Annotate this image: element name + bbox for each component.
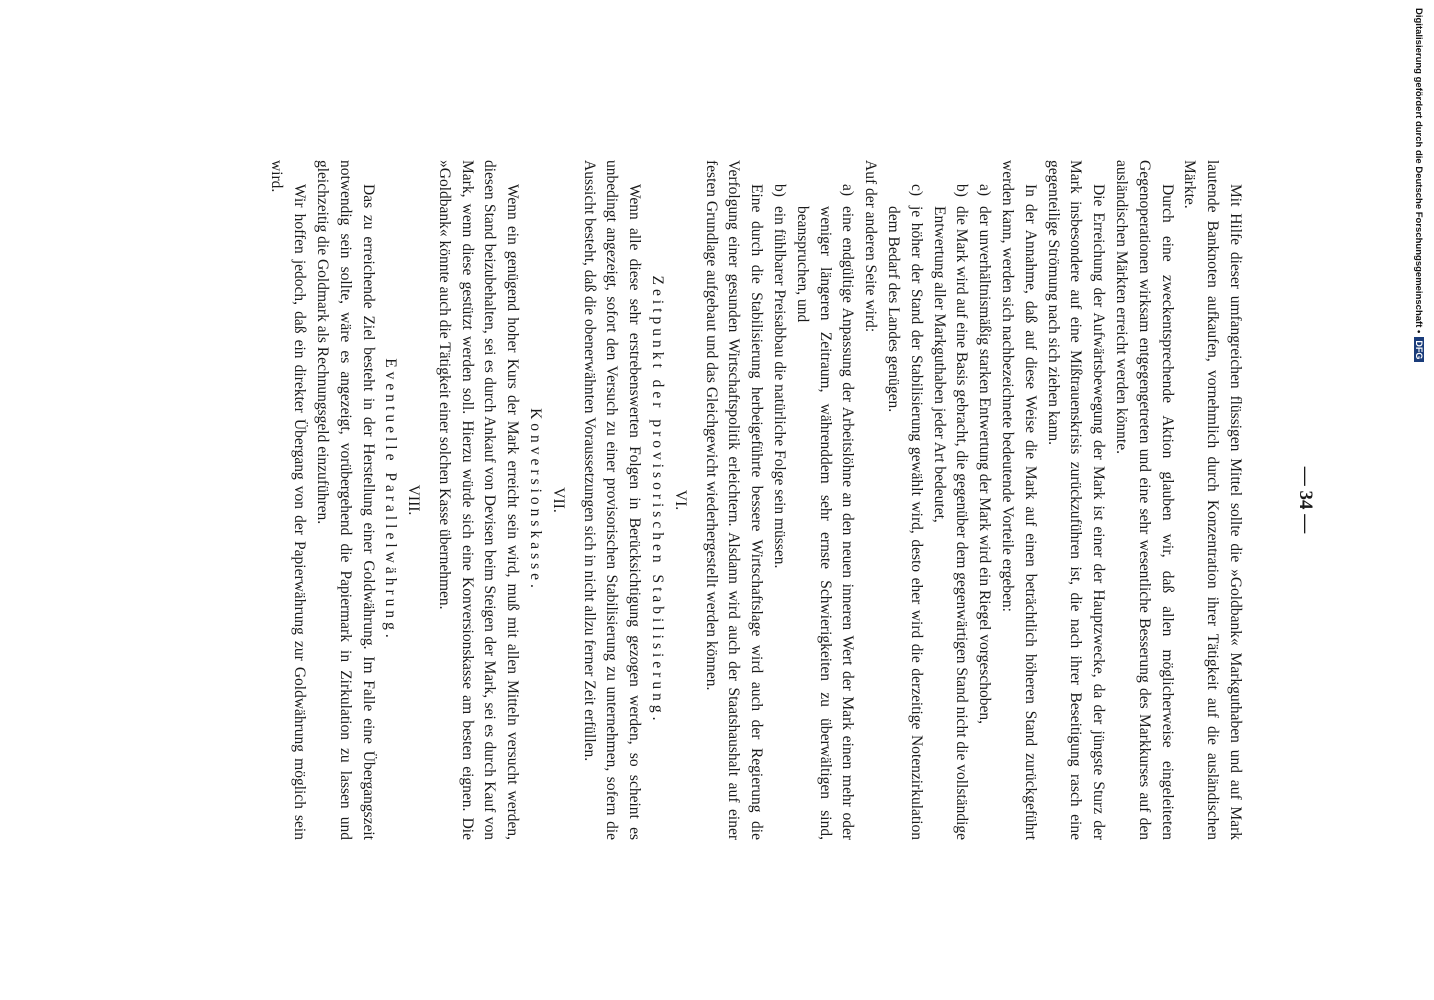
list-item-text: ein fühlbarer Preisabbau die natürliche Folge sein müssen. [771,206,789,569]
list-item-text: der unverhältnismäßig starken Entwertung der Mark wird ein Riegel vorgeschoben, [976,206,994,724]
digitization-credit [1413,8,1424,362]
section-paragraph: Wir hoffen jedoch, daß ein direkter Übergang von der Papierwährung zur Goldwährung möglich sein wird. [268,160,309,840]
list-item [972,160,995,840]
list-item-text: je höher der Stand der Stabilisierung gewählt wird, desto eher wird die derzeitige Notenzirkulation dem Bedarf des Landes genügen. [885,206,925,840]
section-paragraph: Wenn ein genügend hoher Kurs der Mark erreicht sein wird, muß mit allen Mitteln versucht werden, diesen Stand beizubehalten, sei es durch Ankauf von Devisen beim Steigen der Mark, sei es durch Kauf von Mark, wenn diese gestützt werden soll. Hierzu würde sich eine Konversionskasse am besten eignen. Die »Goldbank« könnte auch die Tätigkeit einer solchen Kasse übernehmen. [435,160,522,840]
paragraph-wirtschaftslage: Eine durch die Stabilisierung herbeigeführte bessere Wirtschaftslage wird auch der Regierung die Verfolgung einer gesunden Wirtschaftspolitik erleichtern. Alsdann wird auch der Staatshaushalt auf einer festen Grundlage aufgebaut und das Gleichgewicht wiederhergestellt werden können. [702,160,766,840]
section-numeral: VII. [549,487,567,513]
rotated-page [108,160,1318,840]
credit-text: Digitalisierung gefördert durch die Deutsche Forschungsgemeinschaft • [1413,8,1424,334]
list-item [790,160,858,840]
section-title: Zeitpunkt der provisorischen Stabilisierung. [649,275,667,725]
section-numeral: VIII. [405,484,423,516]
section-paragraph: Das zu erreichende Ziel besteht in der Herstellung einer Goldwährung. Im Falle eine Übergangszeit notwendig sein sollte, wäre es angezeigt, vorübergehend die Papiermark in Zirkulation zu lassen und gleichzeitig die Goldmark als Rechnungsgeld einzuführen. [313,160,377,840]
paragraph-andere-seite: Auf der anderen Seite wird: [862,160,880,333]
list-item-text: die Mark wird auf eine Basis gebracht, die gegenüber dem gegenwärtigen Stand nicht die vollständige Entwertung aller Markguthaben jeder Art bedeutet, [930,206,971,841]
list-item-label: b) [953,184,971,197]
list-item-label: c) [907,184,925,197]
list-item [767,160,790,840]
list-item [927,160,973,840]
paragraph-aufwaertsbewegung: Die Erreichung der Aufwärtsbewegung der Mark ist einer der Hauptzwecke, da der jüngste Sturz der Mark insbesondere auf eine Mißtrauenskrisis zurückzuführen ist, die nach ihrer Beseitigung rasch eine gegenteilige Strömung nach sich ziehen kann. [1044,160,1108,840]
paragraph-aktion: Durch eine zweckentsprechende Aktion glauben wir, daß allen möglicherweise eingeleiteten Gegenoperationen wirksam entgegengetreten und eine sehr wesentliche Besserung des Markkurses auf den ausländischen Märkten erreicht werden könnte. [1113,160,1176,840]
list-item [881,160,927,840]
section-title: Konversionskasse. [527,408,545,592]
section-paragraph: Wenn alle diese sehr erstrebenswerten Folgen in Berücksichtigung gezogen werden, so scheint es unbedingt angezeigt, sofort den Versuch zu einer provisorischen Stabilisierung zu unternehmen, sofern die Aussicht besteht, daß die obenerwähnten Voraussetzungen sich in nicht allzu ferner Zeit erfüllen. [580,160,644,840]
list-item-label: a) [976,184,994,197]
list-item-label: a) [839,184,857,197]
dfg-logo: DFG [1414,337,1424,362]
paragraph-annahme: In der Annahme, daß auf diese Weise die Mark auf einen beträchtlich höheren Stand zurückgeführt werden kann, werden sich nachbezeichnete bedeutende Vorteile ergeben: [999,160,1039,840]
section-title: Eventuelle Parallelwährung. [382,358,400,642]
page-number: — 34 — [1295,466,1316,534]
list-item-text: eine endgültige Anpassung der Arbeitslöhne an den neuen inneren Wert der Mark einen mehr oder weniger längeren Zeitraum, währenddem sehr ernste Schwierigkeiten zu überwältigen sind, beanspruchen, und [793,206,857,840]
section-numeral: VI. [671,489,689,511]
list-item-label: b) [771,184,789,197]
paragraph-goldbank-intro: Mit Hilfe dieser umfangreichen flüssigen Mittel sollte die »Goldbank« Markguthaben und auf Mark lautende Banknoten aufkaufen, vornehmlich durch Konzentration ihrer Tätigkeit auf die ausländischen Märkte. [1181,160,1244,840]
